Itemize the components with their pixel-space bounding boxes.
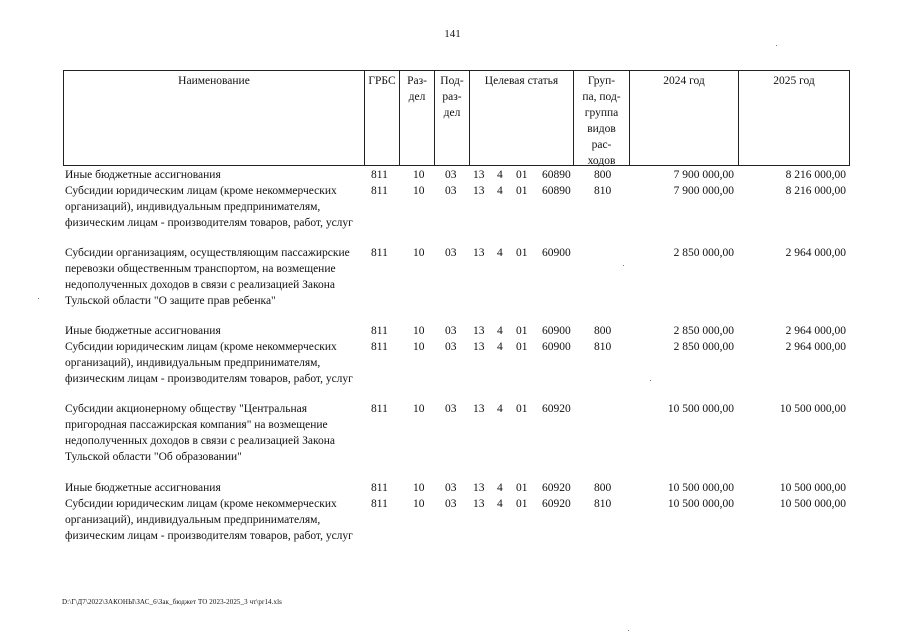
row-amount-2025: 8 216 000,00 — [785, 185, 846, 197]
header-grbs-label: ГРБС — [368, 75, 396, 87]
row-target-program: 13 — [473, 482, 485, 494]
row-target-type: 4 — [497, 169, 503, 181]
header-2025 — [738, 71, 850, 166]
row-amount-2025: 10 500 000,00 — [779, 403, 846, 415]
header-name — [63, 71, 364, 166]
row-group: 810 — [594, 341, 612, 353]
row-target-direction: 60920 — [542, 482, 571, 494]
row-target-direction: 60900 — [542, 341, 571, 353]
row-amount-2024: 10 500 000,00 — [667, 498, 734, 510]
header-razdel — [399, 71, 434, 166]
header-target — [469, 71, 573, 166]
row-target-direction: 60900 — [542, 247, 571, 259]
header-group-line: Груп- — [587, 75, 616, 87]
row-target-main: 01 — [516, 341, 528, 353]
header-group-line: видов — [587, 123, 616, 135]
row-name: Субсидии организациям, осуществляющим пассажирские перевозки общественным транспортом, на возмещение недополученных доходов в связи с реализацией Закона Тульской области "О защите прав ребенка" — [65, 247, 350, 307]
row-target-direction: 60890 — [542, 185, 571, 197]
footer-file-path: D:\Г\Д7\2022\ЗАКОНЫ\ЗАС_6\Зак_бюджет ТО 2023-2025_3 чт\pr14.xls — [62, 598, 282, 606]
row-podrazdel: 03 — [445, 185, 457, 197]
row-podrazdel: 03 — [445, 247, 457, 259]
row-name: Субсидии юридическим лицам (кроме некоммерческих организаций), индивидуальным предпринимателям, физическим лицам - производителям товаров, работ, услуг — [65, 341, 353, 385]
row-group: 800 — [594, 169, 612, 181]
row-name: Иные бюджетные ассигнования — [65, 169, 221, 181]
header-group-line: рас- — [591, 139, 612, 151]
scan-speck — [650, 380, 651, 381]
scan-speck — [776, 45, 777, 46]
row-target-direction: 60920 — [542, 403, 571, 415]
row-target-program: 13 — [473, 403, 485, 415]
row-amount-2025: 8 216 000,00 — [785, 169, 846, 181]
row-amount-2024: 2 850 000,00 — [673, 325, 734, 337]
row-target-program: 13 — [473, 325, 485, 337]
row-grbs: 811 — [371, 185, 388, 197]
row-target-main: 01 — [516, 325, 528, 337]
header-podrazdel-line: Под- — [440, 75, 464, 87]
header-podrazdel-line: раз- — [442, 91, 462, 103]
header-group-line: па, под- — [582, 91, 621, 103]
row-target-direction: 60900 — [542, 325, 571, 337]
row-razdel: 10 — [413, 482, 425, 494]
row-razdel: 10 — [413, 498, 425, 510]
header-2024 — [629, 71, 738, 166]
row-target-main: 01 — [516, 482, 528, 494]
row-razdel: 10 — [413, 169, 425, 181]
row-target-type: 4 — [497, 185, 503, 197]
row-name: Субсидии юридическим лицам (кроме некоммерческих организаций), индивидуальным предпринимателям, физическим лицам - производителям товаров, работ, услуг — [65, 185, 353, 229]
row-podrazdel: 03 — [445, 169, 457, 181]
row-grbs: 811 — [371, 169, 388, 181]
row-amount-2025: 2 964 000,00 — [785, 341, 846, 353]
header-2024-label: 2024 год — [663, 75, 705, 87]
row-target-type: 4 — [497, 498, 503, 510]
row-amount-2024: 7 900 000,00 — [673, 185, 734, 197]
page-number: 141 — [444, 28, 461, 40]
row-group: 810 — [594, 498, 612, 510]
header-group-line: группа — [584, 107, 619, 119]
row-target-main: 01 — [516, 498, 528, 510]
header-podrazdel — [434, 71, 469, 166]
row-razdel: 10 — [413, 341, 425, 353]
row-target-direction: 60890 — [542, 169, 571, 181]
row-amount-2024: 10 500 000,00 — [667, 482, 734, 494]
header-name-label: Наименование — [178, 75, 250, 87]
table-header — [63, 70, 850, 166]
row-podrazdel: 03 — [445, 498, 457, 510]
header-group — [573, 71, 629, 166]
row-name: Субсидии акционерному обществу "Центральная пригородная пассажирская компания" на возмещение недополученных доходов в связи с реализацией Закона Тульской области "Об образовании" — [65, 403, 336, 463]
row-target-type: 4 — [497, 341, 503, 353]
header-group-line: ходов — [587, 155, 616, 167]
row-razdel: 10 — [413, 403, 425, 415]
row-razdel: 10 — [413, 325, 425, 337]
row-grbs: 811 — [371, 498, 388, 510]
row-amount-2025: 2 964 000,00 — [785, 247, 846, 259]
row-grbs: 811 — [371, 341, 388, 353]
row-target-direction: 60920 — [542, 498, 571, 510]
row-group: 810 — [594, 185, 612, 197]
row-name: Субсидии юридическим лицам (кроме некоммерческих организаций), индивидуальным предпринимателям, физическим лицам - производителям товаров, работ, услуг — [65, 498, 353, 542]
row-podrazdel: 03 — [445, 341, 457, 353]
row-amount-2024: 2 850 000,00 — [673, 341, 734, 353]
scan-speck — [38, 298, 39, 299]
header-grbs — [364, 71, 399, 166]
row-amount-2025: 2 964 000,00 — [785, 325, 846, 337]
row-name: Иные бюджетные ассигнования — [65, 325, 221, 337]
header-razdel-line: Раз- — [407, 75, 427, 87]
row-grbs: 811 — [371, 403, 388, 415]
row-amount-2024: 2 850 000,00 — [673, 247, 734, 259]
row-target-type: 4 — [497, 403, 503, 415]
row-target-program: 13 — [473, 169, 485, 181]
row-group: 800 — [594, 482, 612, 494]
header-target-label: Целевая статья — [484, 75, 559, 87]
row-target-type: 4 — [497, 482, 503, 494]
row-amount-2025: 10 500 000,00 — [779, 482, 846, 494]
row-amount-2024: 10 500 000,00 — [667, 403, 734, 415]
header-2025-label: 2025 год — [773, 75, 815, 87]
row-podrazdel: 03 — [445, 403, 457, 415]
row-target-type: 4 — [497, 325, 503, 337]
header-podrazdel-line: дел — [443, 107, 461, 119]
row-name: Иные бюджетные ассигнования — [65, 482, 221, 494]
scan-speck — [623, 265, 624, 266]
row-target-program: 13 — [473, 341, 485, 353]
row-razdel: 10 — [413, 247, 425, 259]
row-amount-2024: 7 900 000,00 — [673, 169, 734, 181]
row-grbs: 811 — [371, 247, 388, 259]
row-grbs: 811 — [371, 325, 388, 337]
row-podrazdel: 03 — [445, 482, 457, 494]
row-target-program: 13 — [473, 498, 485, 510]
row-target-main: 01 — [516, 247, 528, 259]
row-target-main: 01 — [516, 403, 528, 415]
row-target-type: 4 — [497, 247, 503, 259]
row-target-program: 13 — [473, 185, 485, 197]
row-target-main: 01 — [516, 185, 528, 197]
row-target-program: 13 — [473, 247, 485, 259]
row-group: 800 — [594, 325, 612, 337]
row-grbs: 811 — [371, 482, 388, 494]
row-amount-2025: 10 500 000,00 — [779, 498, 846, 510]
row-target-main: 01 — [516, 169, 528, 181]
row-razdel: 10 — [413, 185, 425, 197]
row-podrazdel: 03 — [445, 325, 457, 337]
scan-speck — [628, 630, 629, 631]
header-razdel-line: дел — [408, 91, 426, 103]
